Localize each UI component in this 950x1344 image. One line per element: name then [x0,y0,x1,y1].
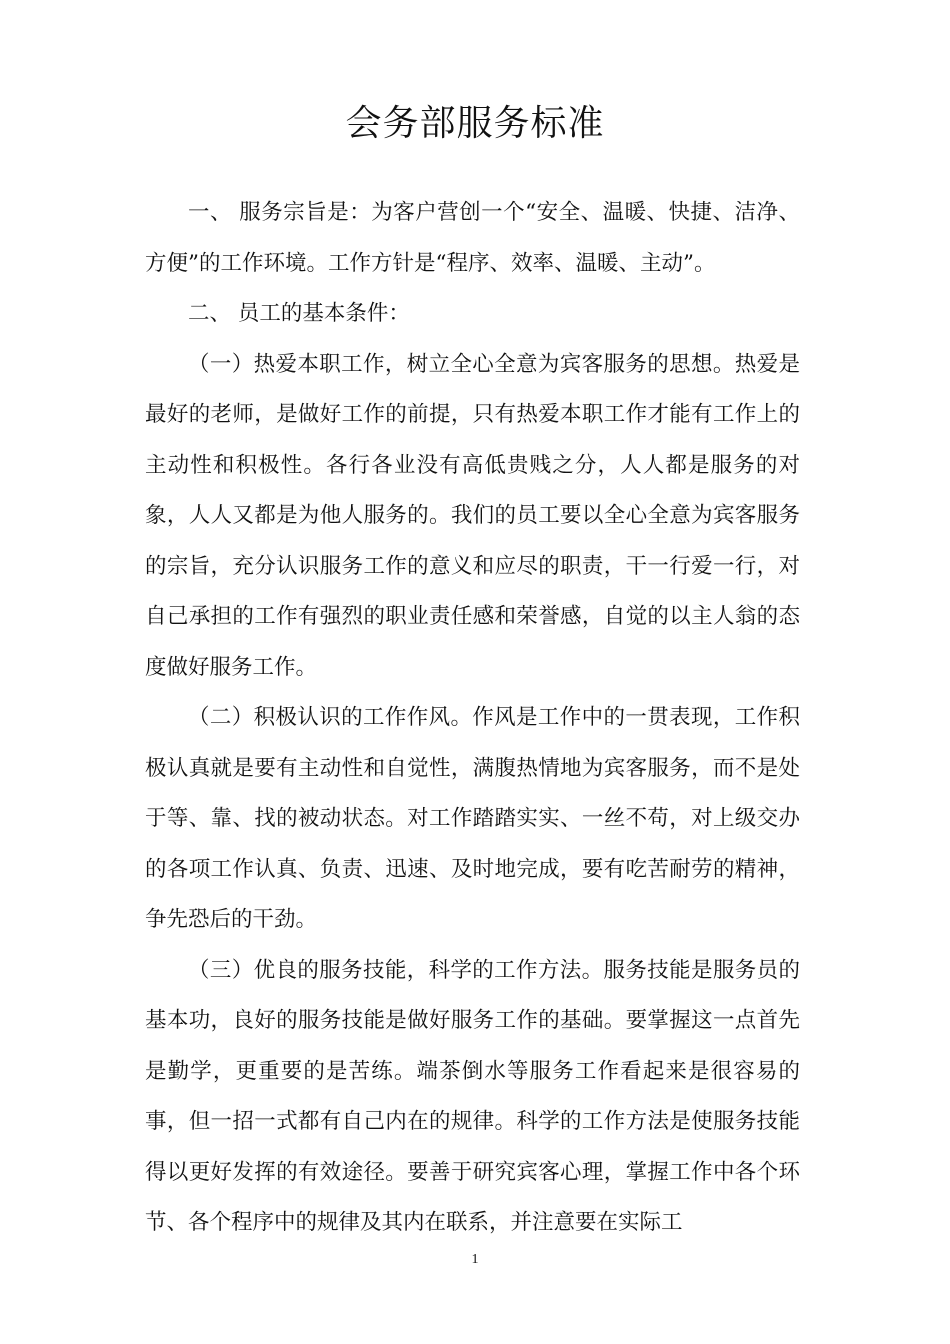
document-body [145,188,800,1249]
paragraph-love-work: （一）热爱本职工作，树立全心全意为宾客服务的思想。热爱是最好的老师，是做好工作的前提，只有热爱本职工作才能有工作上的主动性和积极性。各行各业没有高低贵贱之分，人人都是服务的对象，人人又都是为他人服务的。我们的员工要以全心全意为宾客服务的宗旨，充分认识服务工作的意义和应尽的职责，干一行爱一行，对自己承担的工作有强烈的职业责任感和荣誉感，自觉的以主人翁的态度做好服务工作。 [145,351,800,680]
paragraph-service-purpose: 一、 服务宗旨是：为客户营创一个“安全、温暖、快捷、洁净、方便”的工作环境。工作方针是“程序、效率、温暖、主动”。 [145,200,800,276]
document-title: 会务部服务标准 [345,103,605,144]
page-number: 1 [471,1252,479,1267]
paragraph-staff-conditions-heading: 二、 员工的基本条件： [188,301,410,326]
paragraph-work-style: （二）积极认识的工作作风。作风是工作中的一贯表现，工作积极认真就是要有主动性和自觉性，满腹热情地为宾客服务，而不是处于等、靠、找的被动状态。对工作踏踏实实、一丝不苟，对上级交办的各项工作认真、负责、迅速、及时地完成，要有吃苦耐劳的精神，争先恐后的干劲。 [145,705,800,932]
paragraph-service-skills: （三）优良的服务技能，科学的工作方法。服务技能是服务员的基本功，良好的服务技能是做好服务工作的基础。要掌握这一点首先是勤学，更重要的是苦练。端茶倒水等服务工作看起来是很容易的事，但一招一式都有自己内在的规律。科学的工作方法是使服务技能得以更好发挥的有效途径。要善于研究宾客心理，掌握工作中各个环节、各个程序中的规律及其内在联系，并注意要在实际工 [145,957,800,1235]
